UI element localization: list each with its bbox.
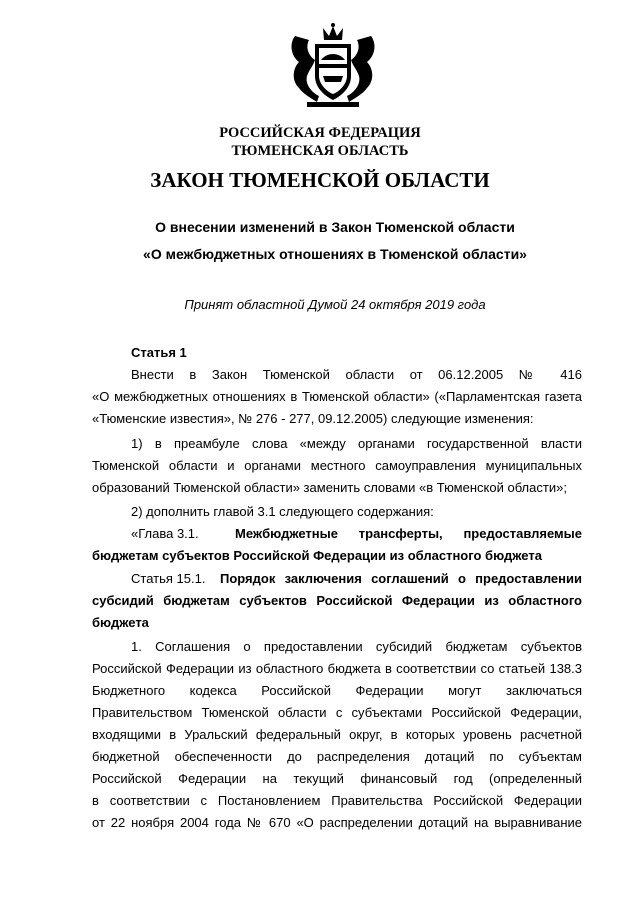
body-line: Правительством Тюменской области с субъектами Российской Федерации,	[92, 705, 582, 720]
body-line: образований Тюменской области» заменить словами «в Тюменской области»;	[92, 480, 567, 495]
adoption-note: Принят областной Думой 24 октября 2019 года	[184, 297, 486, 312]
article-number: Статья 15.1.	[131, 571, 206, 586]
country-heading: РОССИЙСКАЯ ФЕДЕРАЦИЯ	[219, 125, 421, 141]
chapter-title: Межбюджетные трансферты, предоставляемые	[235, 526, 582, 541]
body-line: в соответствии с Постановлением Правительства Российской Федерации	[92, 793, 582, 808]
body-line: «Тюменские известия», № 276 - 277, 09.12.2005) следующие изменения:	[92, 411, 534, 426]
body-line: Внести в Закон Тюменской области от 06.12.2005 № 416	[131, 367, 582, 382]
body-line: Российской Федерации на текущий финансовый год (определенный	[92, 771, 582, 786]
body-line: от 22 ноября 2004 года № 670 «О распределении дотаций на выравнивание	[92, 815, 582, 830]
tyumen-coat-of-arms-emblem	[285, 22, 381, 110]
article-heading: Статья 1	[131, 345, 187, 360]
body-line: бюджетной обеспеченности до распределения дотаций по субъектам	[92, 749, 582, 764]
law-type-heading: ЗАКОН ТЮМЕНСКОЙ ОБЛАСТИ	[150, 168, 490, 192]
article-title-continued: бюджета	[92, 615, 149, 630]
body-line: 1. Соглашения о предоставлении субсидий бюджетам субъектов	[131, 639, 582, 654]
body-line: Тюменской области и органами местного самоуправления муниципальных	[92, 458, 582, 473]
region-heading: ТЮМЕНСКАЯ ОБЛАСТЬ	[231, 143, 409, 159]
body-line: Бюджетного кодекса Российской Федерации могут заключаться	[92, 683, 582, 698]
body-line: 2) дополнить главой 3.1 следующего содержания:	[131, 504, 434, 519]
law-title-line-2: «О межбюджетных отношениях в Тюменской области»	[143, 246, 527, 262]
body-line: «О межбюджетных отношениях в Тюменской области» («Парламентская газета	[92, 389, 582, 404]
article-title-continued: субсидий бюджетам субъектов Российской Федерации из областного	[92, 593, 582, 608]
article-title: Порядок заключения соглашений о предоставлении	[220, 571, 582, 586]
law-title-line-1: О внесении изменений в Закон Тюменской области	[155, 219, 515, 235]
chapter-number: «Глава 3.1.	[131, 526, 199, 541]
body-line: входящими в Уральский федеральный округ, в которых уровень расчетной	[92, 727, 582, 742]
chapter-title-continued: бюджетам субъектов Российской Федерации из областного бюджета	[92, 548, 542, 563]
body-line: Российской Федерации из областного бюджета в соответствии со статьей 138.3	[92, 661, 582, 676]
body-line: 1) в преамбуле слова «между органами государственной власти	[131, 436, 582, 451]
